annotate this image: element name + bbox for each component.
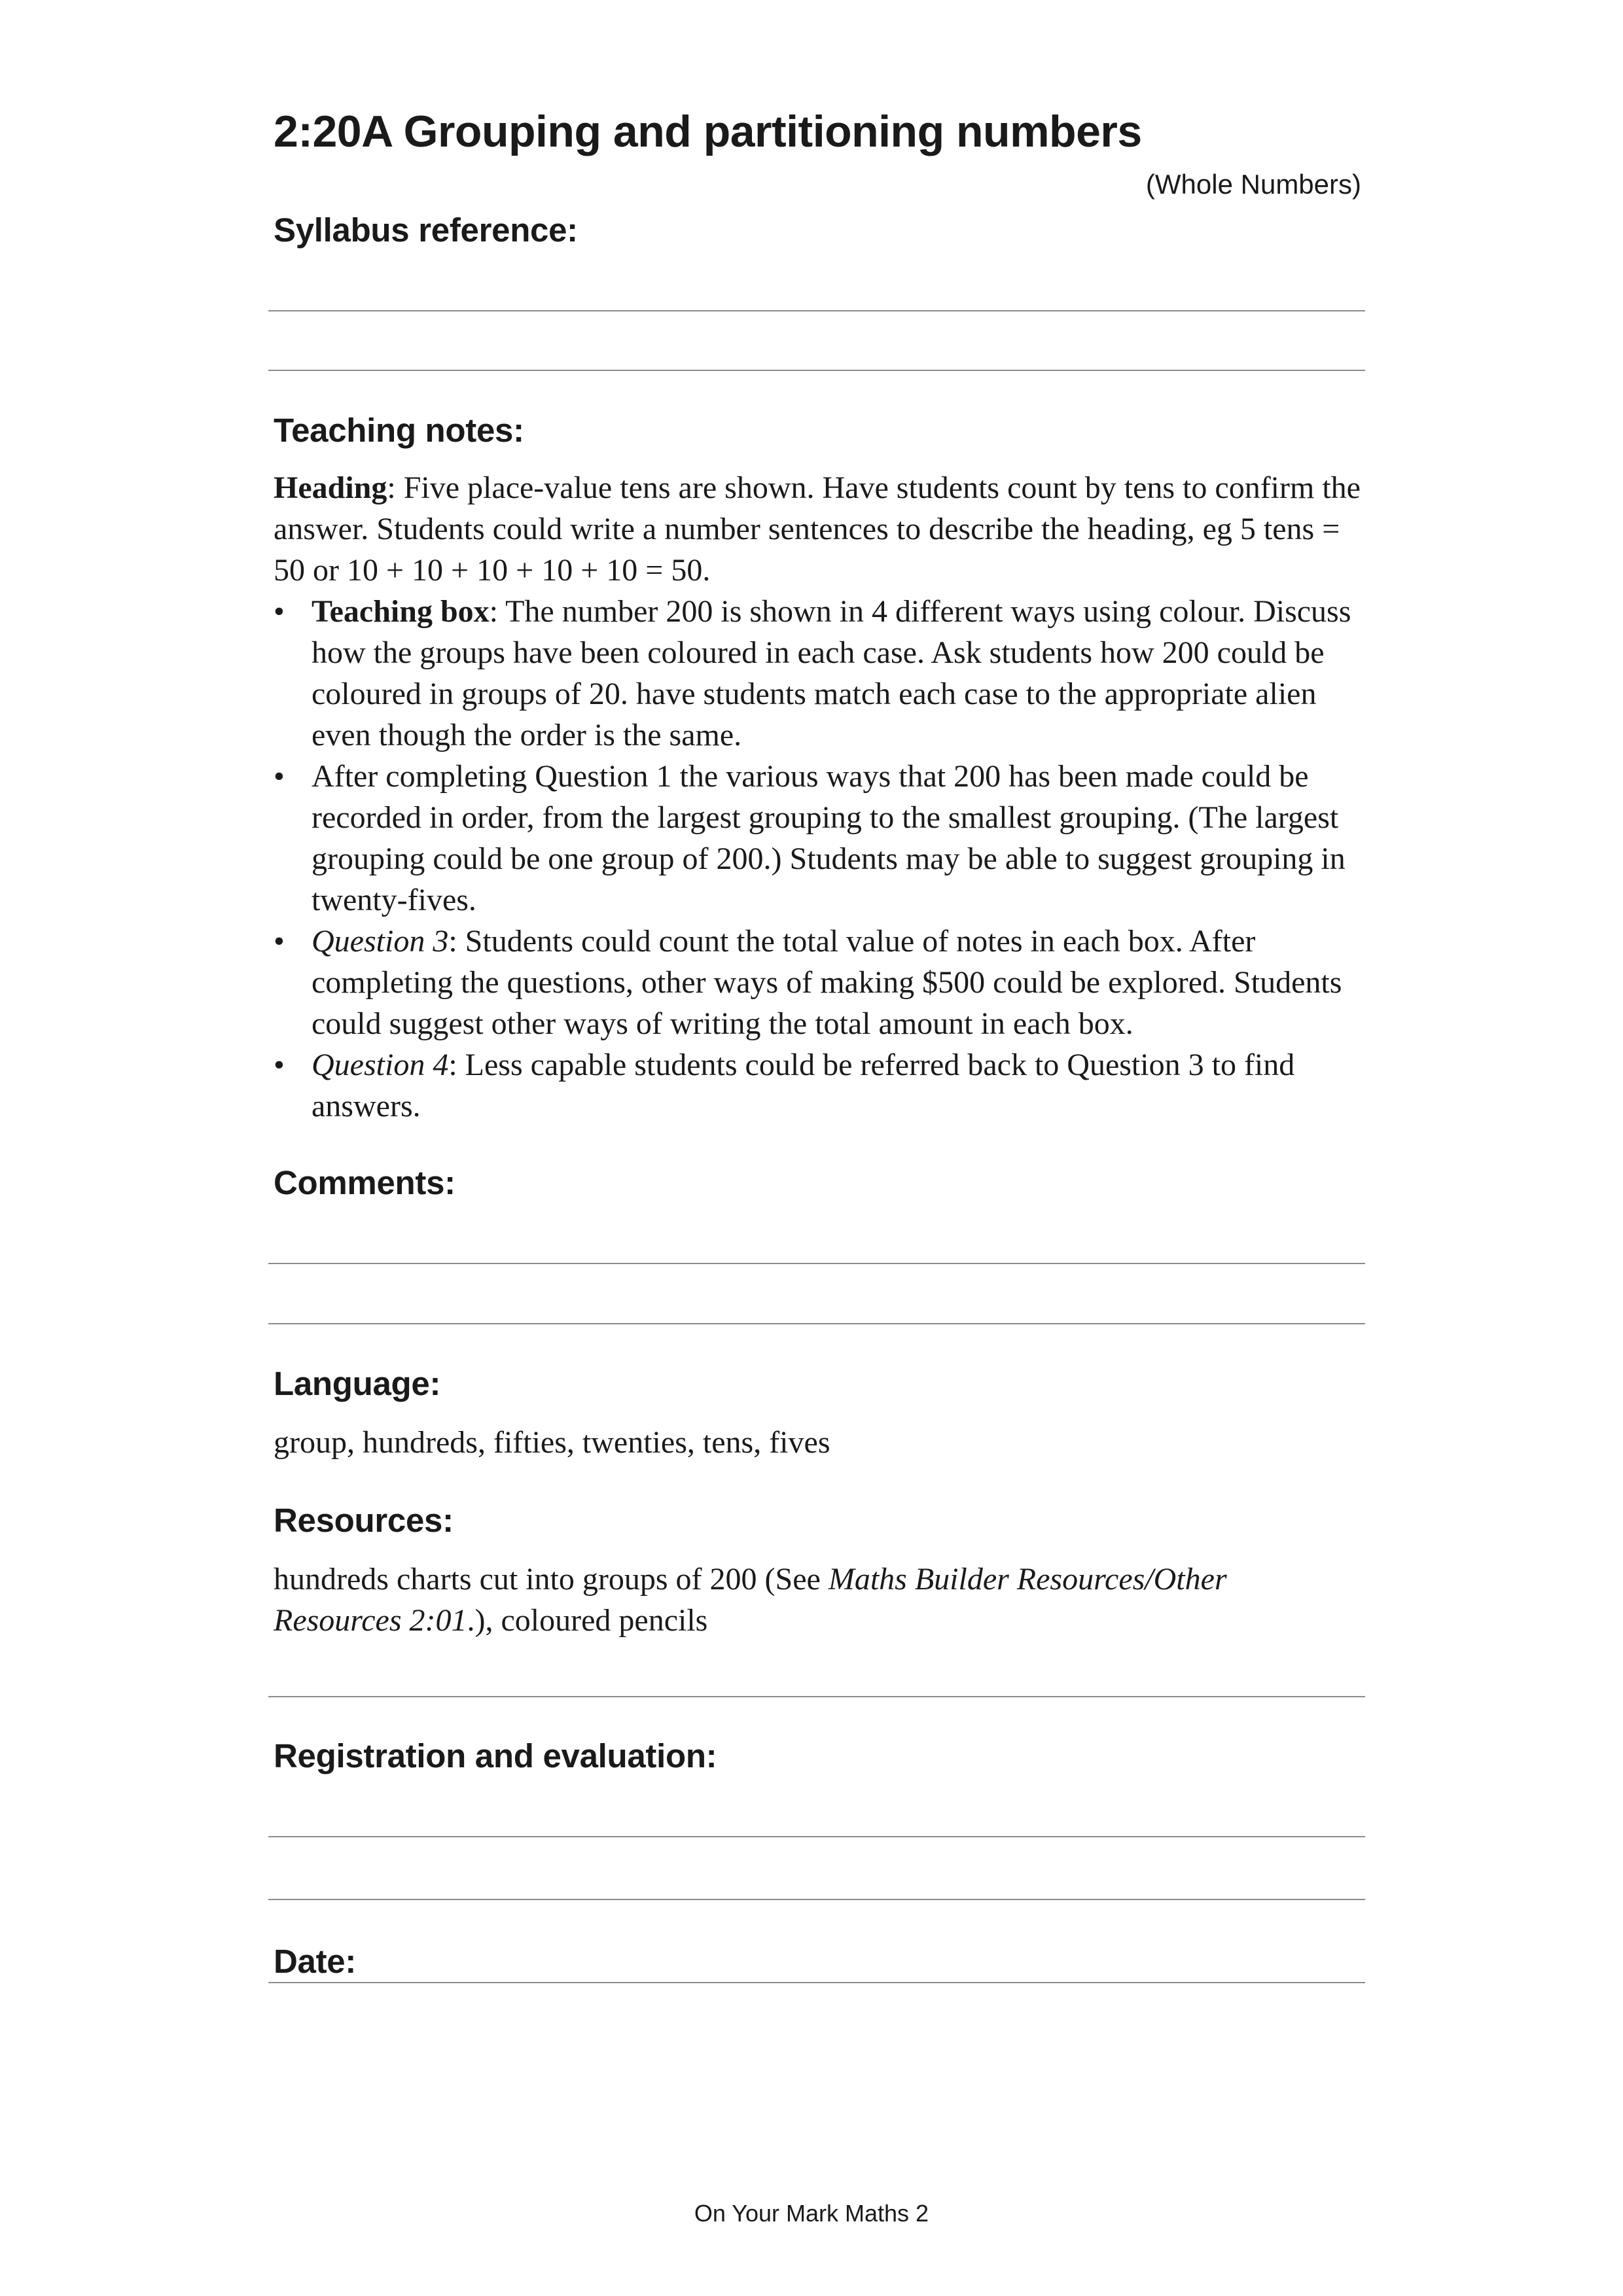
registration-line-1 [268,1836,1365,1837]
bullet-text: After completing Question 1 the various ways that 200 has been made could be recorded in order, from the largest grouping to the smallest grouping. (The largest grouping could be one group of 200.) Students may be able to suggest grouping in twenty-fives. [312,759,1346,917]
page-title: 2:20A Grouping and partitioning numbers [274,107,1142,156]
page-subtitle: (Whole Numbers) [1145,169,1361,200]
teaching-notes-body [274,467,1373,1127]
resources-text [274,1559,1321,1641]
teaching-notes-heading: Teaching notes: [274,412,524,449]
resources-text-after: .), coloured pencils [467,1603,708,1638]
bullet-label: Teaching box [312,594,490,629]
heading-note-label: Heading [274,470,387,505]
bullet-text: : The number 200 is shown in 4 different ways using colour. Discuss how the groups have been coloured in each case. Ask students how 200 could be coloured in groups of 20. have students match each case to the appropriate alien even though the order is the same. [312,594,1351,752]
resources-text-before: hundreds charts cut into groups of 200 (See [274,1562,829,1597]
bullet-text: : Students could count the total value of notes in each box. After completing the questions, other ways of making $500 could be explored. Students could suggest other ways of writing the total amount in each box. [312,924,1342,1041]
comments-heading: Comments: [274,1164,455,1201]
teaching-bullet-question-4 [274,1044,1373,1127]
teaching-bullet-question-1 [274,756,1373,921]
page-footer: On Your Mark Maths 2 [694,2200,929,2227]
date-heading: Date: [274,1943,357,1980]
heading-note [274,467,1373,591]
comments-line-2 [268,1323,1365,1324]
teaching-bullets [274,591,1373,1127]
teaching-bullet-question-3 [274,921,1373,1044]
heading-note-text: : Five place-value tens are shown. Have students count by tens to confirm the answer. Students could write a number sentences to describe the heading, eg 5 tens = 50 or 10 + 10 + 10 + 10 + 10 = 50. [274,470,1361,588]
syllabus-line-1 [268,310,1365,311]
syllabus-line-2 [268,370,1365,371]
language-text: group, hundreds, fifties, twenties, tens, fives [274,1425,830,1460]
resources-heading: Resources: [274,1502,454,1539]
resources-line [268,1696,1365,1697]
registration-heading: Registration and evaluation: [274,1737,717,1775]
comments-line-1 [268,1263,1365,1264]
bullet-text: : Less capable students could be referred back to Question 3 to find answers. [312,1048,1295,1123]
bullet-label: Question 4 [312,1048,449,1082]
language-heading: Language: [274,1365,441,1402]
registration-line-2 [268,1899,1365,1900]
teaching-bullet-teaching-box [274,591,1373,756]
syllabus-heading: Syllabus reference: [274,211,578,249]
date-line [268,1982,1365,1983]
resources-reference: Maths Builder Resources/Other Resources 2:01 [274,1562,1227,1638]
bullet-label: Question 3 [312,924,449,959]
